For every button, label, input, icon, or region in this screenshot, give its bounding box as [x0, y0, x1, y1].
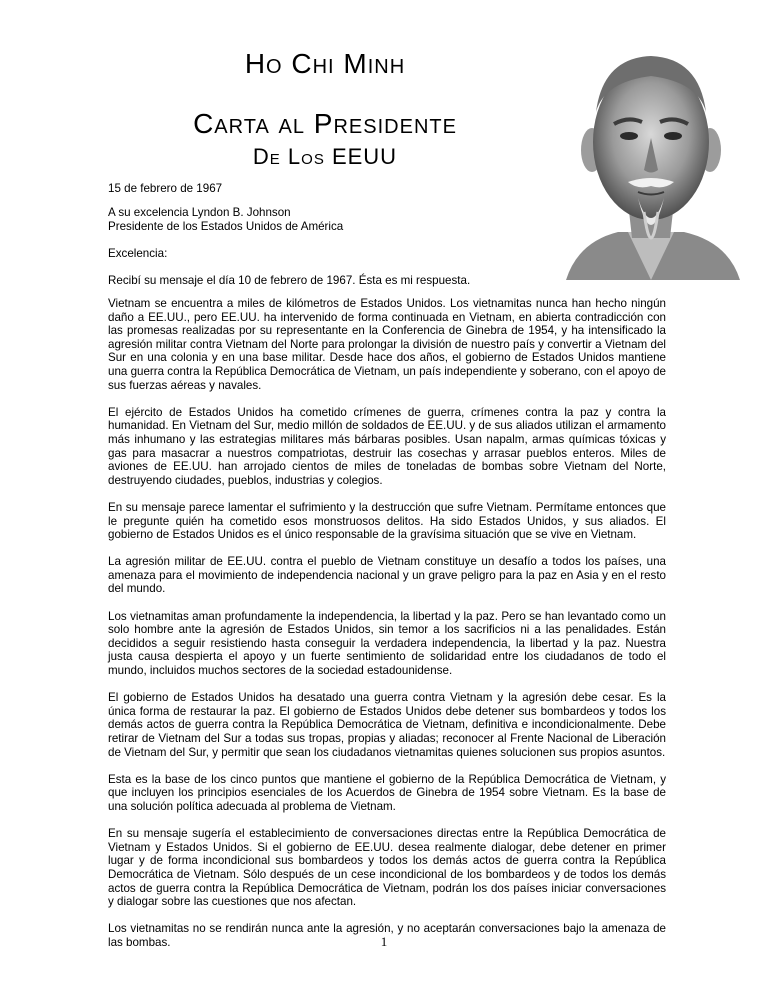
body-paragraph: El gobierno de Estados Unidos ha desatado una guerra contra Vietnam y la agresión debe cesar. Es la única forma de restaurar la paz. El gobierno de Estados Unidos debe detener sus bombardeos y todos los demás actos de guerra contra la República Democrática de Vietnam, definitiva e incondicionalmente. Debe retirar de Vietnam del Sur a todas sus tropas, propias y aliadas; reconocer al Frente Nacional de Liberación de Vietnam del Sur, y permitir que sean los ciudadanos vietnamitas quienes solucionen sus propios asuntos. [108, 691, 666, 759]
body-paragraph: La agresión militar de EE.UU. contra el pueblo de Vietnam constituye un desafío a todos los países, una amenaza para el movimiento de independencia nacional y un grave peligro para la paz en Asia y en el resto del mundo. [108, 555, 666, 596]
body-paragraph: Los vietnamitas aman profundamente la independencia, la libertad y la paz. Pero se han levantado como un solo hombre ante la agresión de Estados Unidos, sin temor a los sacrificios ni a las penalidades. Están decididos a seguir resistiendo hasta conseguir la verdadera independencia, la libertad y la paz. Nuestra justa causa despierta el apoyo y un fuerte sentimiento de solidaridad entre los ciudadanos de todo el mundo, incluidos muchos sectores de la sociedad estadounidense. [108, 609, 666, 678]
intro-line: Recibí su mensaje el día 10 de febrero de 1967. Ésta es mi respuesta. [108, 274, 471, 287]
salutation: Excelencia: [108, 247, 168, 260]
page-number: 1 [380, 934, 388, 949]
recipient-name: A su excelencia Lyndon B. Johnson [108, 206, 291, 219]
body-paragraph: En su mensaje parece lamentar el sufrimiento y la destrucción que sufre Vietnam. Permítame entonces que le pregunte quién ha cometido esos monstruosos delitos. Ha sido Estados Unidos, y sus aliados. El gobierno de Estados Unidos es el único responsable de la gravísima situación que se vive en Vietnam. [108, 500, 666, 542]
recipient-block [108, 206, 343, 234]
body-paragraph: El ejército de Estados Unidos ha cometido crímenes de guerra, crímenes contra la paz y contra la humanidad. En Vietnam del Sur, medio millón de soldados de EE.UU. y de sus aliados utilizan el armamento más inhumano y las estrategias militares más bárbaras posibles. Usan napalm, armas químicas tóxicas y gas para masacrar a nuestros compatriotas, destruir las cosechas y arrasar pueblos enteros. Miles de aviones de EE.UU. han arrojado cientos de miles de toneladas de bombas sobre Vietnam del Norte, destruyendo ciudades, pueblos, industrias y colegios. [108, 405, 666, 487]
recipient-title: Presidente de los Estados Unidos de América [108, 220, 344, 233]
body-paragraph: Esta es la base de los cinco puntos que mantiene el gobierno de la República Democrática de Vietnam, y que incluyen los principios esenciales de los Acuerdos de Ginebra de 1954 sobre Vietnam. Es la base de una solución política adecuada al problema de Vietnam. [108, 772, 666, 813]
body-paragraph: Los vietnamitas no se rendirán nunca ante la agresión, y no aceptarán conversaciones bajo la amenaza de las bombas. [108, 922, 666, 949]
document-subtitle: De Los EEUU [252, 144, 398, 169]
portrait-photo [558, 42, 744, 280]
body-paragraph: Vietnam se encuentra a miles de kilómetros de Estados Unidos. Los vietnamitas nunca han hecho ningún daño a EE.UU., pero EE.UU. ha intervenido de forma continuada en Vietnam, en abierta contradicción con las promesas realizadas por su representante en la Conferencia de Ginebra de 1954, y ha intensificado la agresión militar contra Vietnam del Norte para prolongar la división de nuestro país y convertir a Vietnam del Sur en una colonia y en una base militar. Desde hace dos años, el gobierno de Estados Unidos mantiene una guerra contra la República Democrática de Vietnam, un país independiente y soberano, con el apoyo de sus fuerzas aéreas y navales. [108, 297, 666, 392]
author-heading: Ho Chi Minh [244, 48, 406, 79]
document-title: Carta al Presidente [193, 108, 457, 139]
letter-body [108, 297, 666, 963]
letter-date: 15 de febrero de 1967 [108, 182, 223, 195]
body-paragraph: En su mensaje sugería el establecimiento de conversaciones directas entre la República Democrática de Vietnam y Estados Unidos. Si el gobierno de EE.UU. desea realmente dialogar, debe detener en primer lugar y de forma incondicional sus bombardeos y todos los demás actos de guerra contra la República Democrática de Vietnam. Sólo después de un cese incondicional de los bombardeos y de todos los demás actos de guerra contra la República Democrática de Vietnam, podrán los dos países iniciar conversaciones y dialogar sobre las cuestiones que nos afectan. [108, 827, 666, 909]
